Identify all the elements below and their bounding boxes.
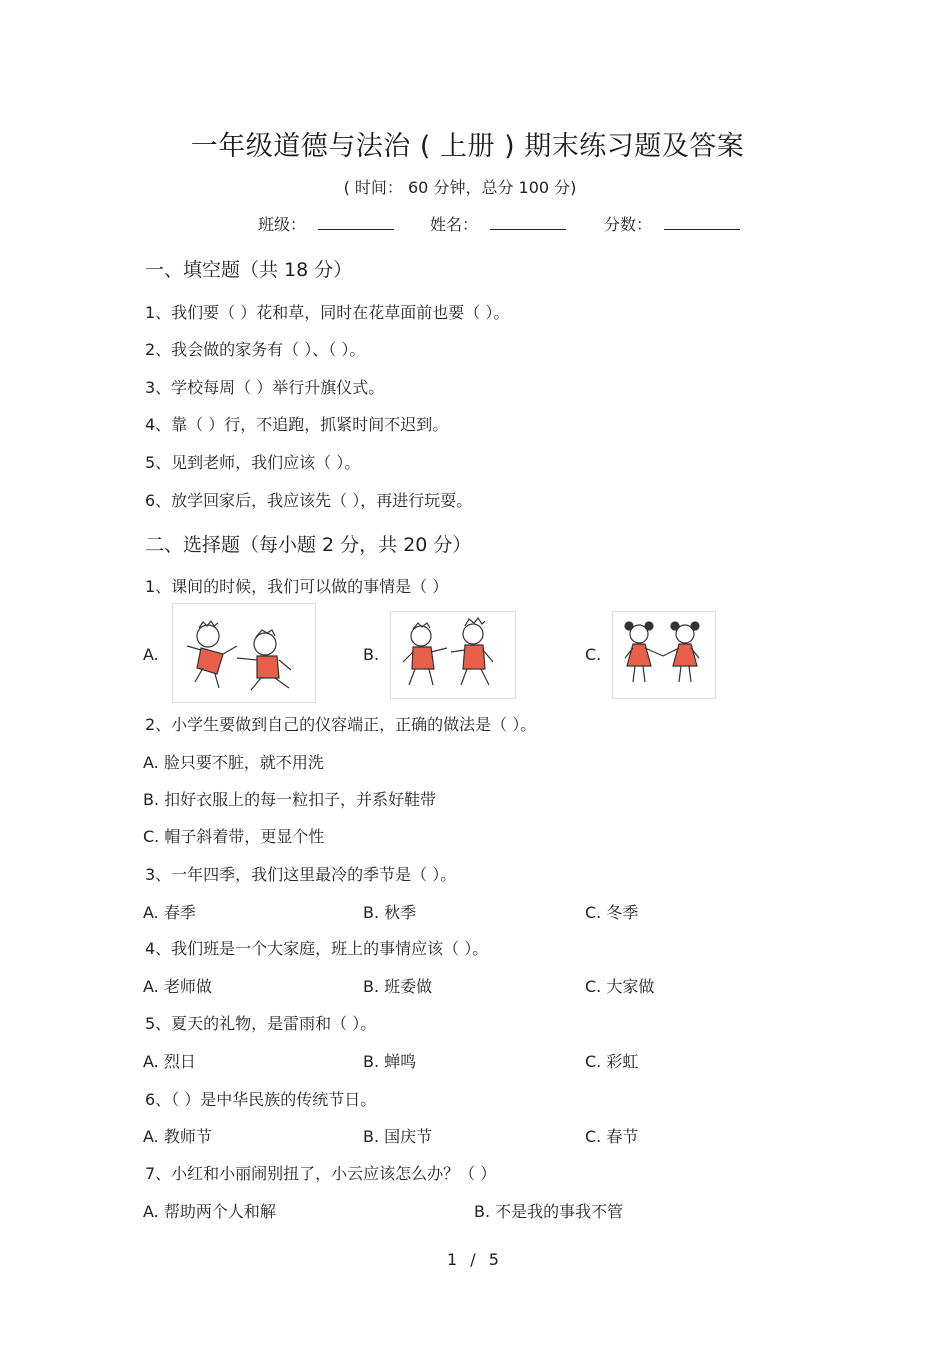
score-label: 分数： — [604, 215, 653, 234]
q3-option-c: C. 冬季 — [585, 903, 639, 922]
choice-question-1: 1、课间的时候，我们可以做的事情是（ ） — [145, 577, 449, 596]
choice-question-7: 7、小红和小丽闹别扭了，小云应该怎么办？（ ） — [145, 1164, 497, 1183]
class-field — [258, 212, 394, 235]
q4-option-a: A. 老师做 — [143, 977, 212, 996]
section-heading-choice: 二、选择题（每小题 2 分，共 20 分） — [145, 534, 472, 556]
name-blank — [490, 215, 566, 230]
page-number: 1 / 5 — [447, 1250, 503, 1269]
illustration-holding-hands — [612, 611, 716, 699]
exam-subtitle: ( 时间： 60 分钟，总分 100 分) — [343, 178, 577, 197]
fill-question-5: 5、见到老师，我们应该（ ）。 — [145, 453, 361, 472]
q5-option-b: B. 蝉鸣 — [363, 1052, 417, 1071]
score-blank — [664, 215, 740, 230]
q5-option-c: C. 彩虹 — [585, 1052, 639, 1071]
q5-option-a: A. 烈日 — [143, 1052, 196, 1071]
class-blank — [318, 215, 394, 230]
q3-option-b: B. 秋季 — [363, 903, 417, 922]
fill-question-3: 3、学校每周（ ）举行升旗仪式。 — [145, 378, 385, 397]
choice-question-2: 2、小学生要做到自己的仪容端正，正确的做法是（ ）。 — [145, 715, 537, 734]
page-title: 一年级道德与法治 ( 上册 ) 期末练习题及答案 — [190, 131, 745, 162]
q4-option-b: B. 班委做 — [363, 977, 433, 996]
option-a: A. — [143, 645, 159, 664]
choice-question-3: 3、一年四季，我们这里最冷的季节是（ ）。 — [145, 865, 457, 884]
name-field — [430, 212, 566, 235]
section-heading-fill: 一、填空题（共 18 分） — [145, 259, 353, 281]
q6-option-c: C. 春节 — [585, 1127, 639, 1146]
illustration-fighting — [172, 603, 316, 703]
class-label: 班级： — [258, 215, 307, 234]
choice-question-4: 4、我们班是一个大家庭，班上的事情应该（ ）。 — [145, 939, 489, 958]
q6-option-b: B. 国庆节 — [363, 1127, 433, 1146]
q2-option-b: B. 扣好衣服上的每一粒扣子，并系好鞋带 — [143, 790, 437, 809]
q6-option-a: A. 教师节 — [143, 1127, 212, 1146]
q2-option-c: C. 帽子斜着带，更显个性 — [143, 827, 325, 846]
fill-question-1: 1、我们要（ ）花和草，同时在花草面前也要（ ）。 — [145, 303, 510, 322]
q7-option-a: A. 帮助两个人和解 — [143, 1202, 276, 1221]
score-field — [604, 212, 740, 235]
option-b: B. — [363, 645, 380, 664]
option-c: C. — [585, 645, 602, 664]
illustration-pointing — [390, 611, 516, 699]
name-label: 姓名： — [430, 215, 479, 234]
q4-option-c: C. 大家做 — [585, 977, 655, 996]
q7-option-b: B. 不是我的事我不管 — [474, 1202, 624, 1221]
choice-question-6: 6、（ ）是中华民族的传统节日。 — [145, 1090, 377, 1109]
q3-option-a: A. 春季 — [143, 903, 196, 922]
fill-question-6: 6、放学回家后，我应该先（ ），再进行玩耍。 — [145, 491, 473, 510]
fill-question-2: 2、我会做的家务有（ ）、（ ）。 — [145, 340, 366, 359]
q2-option-a: A. 脸只要不脏，就不用洗 — [143, 753, 324, 772]
choice-question-5: 5、夏天的礼物，是雷雨和（ ）。 — [145, 1014, 377, 1033]
fill-question-4: 4、靠（ ）行，不追跑，抓紧时间不迟到。 — [145, 415, 449, 434]
